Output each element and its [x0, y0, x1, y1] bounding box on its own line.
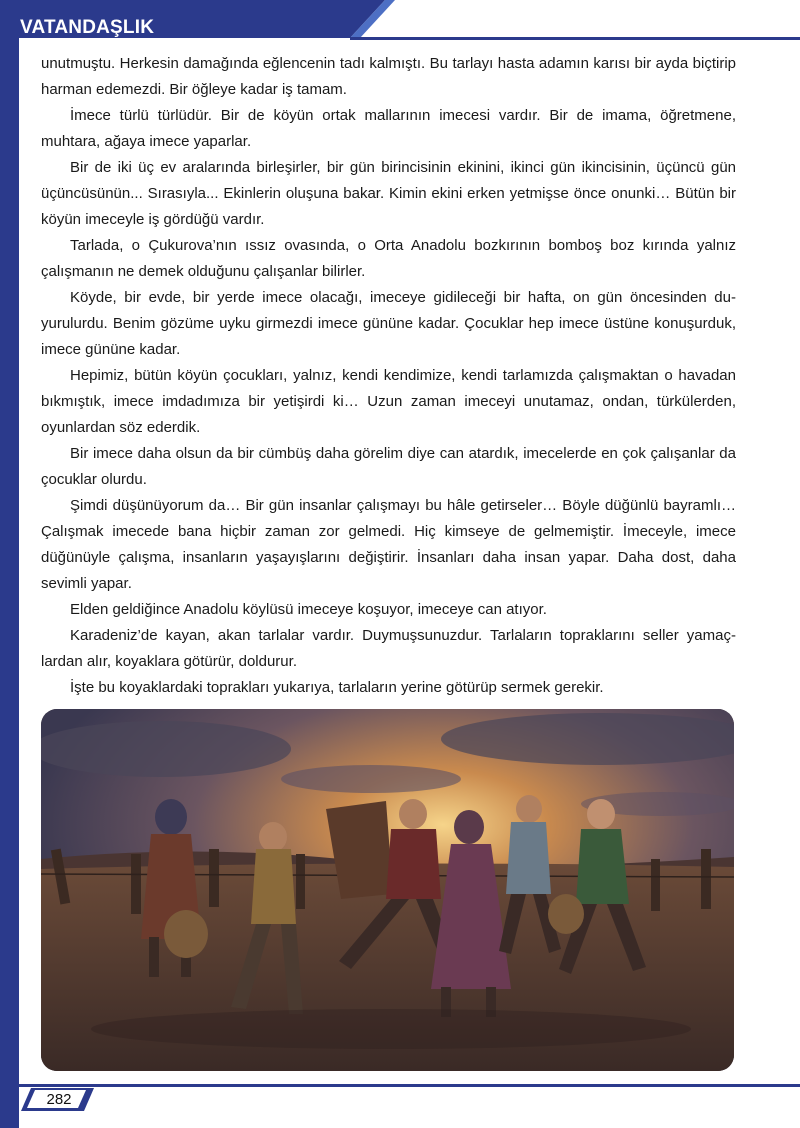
- paragraph: unutmuştu. Herkesin damağında eğlencenin tadı kalmıştı. Bu tarlayı hasta adamın karısı bir ayda biçtirip harman edemezdi. Bir öğleye kadar iş tamam.: [41, 55, 736, 98]
- villagers-walking-illustration: [41, 709, 734, 1071]
- paragraph: Bir imece daha olsun da bir cümbüş daha görelim diye can atardık, imecelerde en çok çalışanlar da çocuklar olurdu.: [41, 445, 736, 488]
- paragraph: Köyde, bir evde, bir yerde imece olacağı, imeceye gidileceği bir hafta, on gün öncesinden duyurulurdu. Benim gözüme uyku girmezdi imece gününe kadar. Çocuklar hep imece üstüne konuşurduk, imece gününe kadar.: [41, 289, 736, 358]
- body-text: [41, 51, 736, 701]
- footer-band: [0, 1080, 800, 1128]
- page-number: 282: [46, 1091, 72, 1108]
- page-header-title: VATANDAŞLIK: [20, 17, 155, 38]
- paragraph: Hepimiz, bütün köyün çocukları, yalnız, kendi kendimize, kendi tarlamızda çalışmaktan o havadan bıkmıştık, imece imdadımıza bir yetişirdi ki… Uzun zaman imeceyi unutamaz, ondan, türkülerden, oyunlardan söz ederdik.: [41, 367, 736, 436]
- paragraph: Bir de iki üç ev aralarında birleşirler, bir gün birincisinin ekinini, ikinci gün ikincisinin, üçüncü gün üçüncüsünün... Sırasıyla... Ekinlerin oluşuna bakar. Kimin ekini erken yetmişse önce onunki… Bütün bir köyün imeceyle iş gördüğü vardır.: [41, 159, 736, 228]
- paragraph: Elden geldiğince Anadolu köylüsü imeceye koşuyor, imeceye can atıyor.: [70, 601, 547, 618]
- paragraph: Karadeniz’de kayan, akan tarlalar vardır. Duymuşsunuzdur. Tarlaların topraklarını seller yamaçlardan alır, koyaklara götürür, doldurur.: [41, 627, 736, 670]
- paragraph: Şimdi düşünüyorum da… Bir gün insanlar çalışmayı bu hâle getirseler… Böyle düğünlü bayramlı… Çalışmak imecede bana hiçbir zaman zor gelmedi. Hiç kimseye de gelmemiştir. İmeceyle, imece düğünüyle çalışma, insanların yaşayışlarını değiştirir. İnsanları daha insan yapar. Daha dost, daha sevimli yapar.: [41, 497, 736, 592]
- left-margin-bar: [0, 0, 19, 1128]
- paragraph: İşte bu koyaklardaki toprakları yukarıya, tarlaların yerine götürüp sermek gerekir.: [70, 679, 604, 696]
- paragraph: Tarlada, o Çukurova’nın ıssız ovasında, o Orta Anadolu bozkırının bomboş boz kırında yalnız çalışmanın ne demek olduğunu çalışanlar bilirler.: [41, 237, 736, 280]
- paragraph: İmece türlü türlüdür. Bir de köyün ortak mallarının imecesi vardır. Bir de imama, öğretmene, muhtara, ağaya imece yaparlar.: [41, 107, 736, 150]
